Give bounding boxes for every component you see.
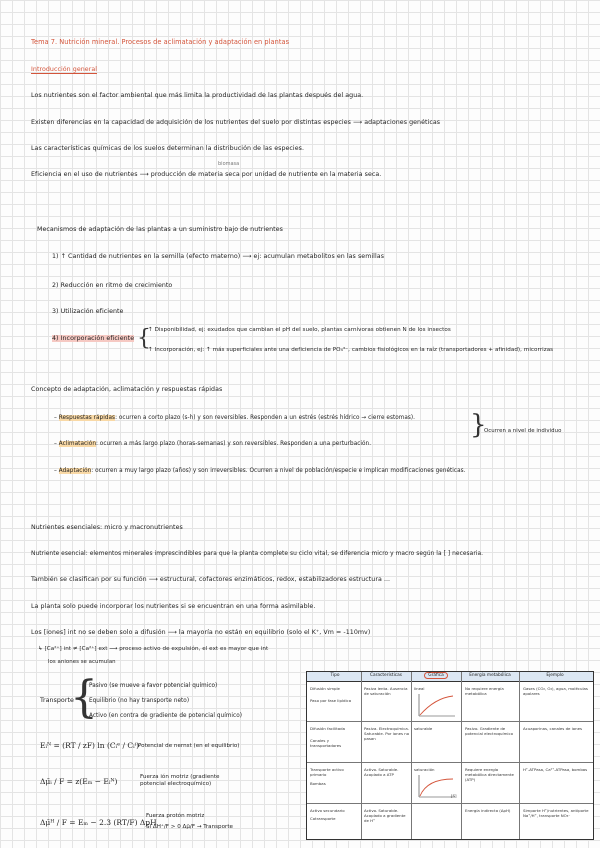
- concept-3-text: : ocurren a muy largo plazo (años) y son irreversibles. Ocurren a nivel de población/especie e implican modificaciones genéticas.: [91, 468, 466, 474]
- mechanism-1-text: 1) ↑ Cantidad de nutrientes en la semilla (efecto materno): [52, 253, 241, 260]
- equation-proton-motive: Δμ̄ᴴ / F = Eₘ − 2.3 (RT/F) ΔpH: [40, 818, 157, 827]
- table-cell-graf: lineal: [414, 686, 425, 691]
- arrow-icon: ⟶: [109, 646, 120, 652]
- intro-line-2-text: Existen diferencias en la capacidad de adquisición de los nutrientes del suelo por distintas especies: [31, 119, 351, 126]
- essential-line-6: los aniones se acumulan: [48, 659, 116, 665]
- essential-line-1: Nutriente esencial: elementos minerales imprescindibles para que la planta complete su ciclo vital, se diferencia micro y macro según la [ ] necesaria.: [31, 551, 484, 557]
- bracket-concepts: }: [470, 410, 487, 440]
- concept-heading: Concepto de adaptación, aclimatación y respuestas rápidas: [31, 386, 223, 393]
- arrow-icon: ⟶: [242, 253, 254, 260]
- transport-item-3: Activo (en contra de gradiente de potencial químico): [89, 713, 243, 719]
- table-header-cell: Tipo: [330, 673, 340, 678]
- page-title: Tema 7. Nutrición mineral. Procesos de aclimatación y adaptación en plantas: [31, 38, 290, 46]
- table-cell-energia: Requiere energía metabólica directamente (ATP): [465, 767, 514, 782]
- table-header-cell: [411, 673, 461, 678]
- essential-line-5-result: proceso activo de expulsión, el ext es mayor que int: [119, 646, 269, 652]
- table-header: [307, 672, 593, 682]
- table-row: [307, 763, 593, 804]
- table-cell-graf: saturación: [414, 767, 435, 772]
- table-cell-tipo: Difusión simple: [310, 686, 340, 691]
- transport-item-2: Equilibrio (no hay transporte neto): [89, 698, 190, 704]
- mechanisms-heading: Mecanismos de adaptación de las plantas a un suministro bajo de nutrientes: [37, 226, 283, 233]
- equation-nernst: Eᵢᴺ = (RT / zF) ln (Cᵢᵉ / Cᵢⁱ): [40, 741, 140, 750]
- table-cell-car: Activo. Saturable. Acoplado a ATP: [364, 767, 399, 777]
- mechanism-1-result: ej: acumulan metabolitos en las semillas: [253, 253, 385, 260]
- margin-note: biomasa: [218, 161, 240, 167]
- table-cell-car: Activo. Saturable. Acoplado a gradiente de H⁺: [364, 808, 406, 823]
- concept-1: – Respuestas rápidas: ocurren a corto plazo (s-h) y son reversibles. Responden a un estrés (estrés hídrico → cierre estomas).: [54, 415, 416, 421]
- concept-2-text: : ocurren a más largo plazo (horas-semanas) y son reversibles. Responden a una perturbación.: [95, 441, 372, 447]
- intro-result: adaptaciones genéticas: [364, 119, 441, 126]
- graph-header-label: Gráfica: [424, 672, 447, 679]
- intro-line-4: [31, 171, 381, 179]
- intro-line-3: Las características químicas de los suelos determinan la distribución de las especies.: [31, 145, 305, 152]
- intro-line-1: Los nutrientes son el factor ambiental que más limita la productividad de las plantas después del agua.: [31, 92, 364, 99]
- return-arrow-icon: ↳: [38, 646, 45, 652]
- table-row: [307, 722, 593, 763]
- essential-line-4-result: la mayoría no están en equilibrio (solo el K⁺, Vm = -110mv): [178, 629, 371, 636]
- arrow-icon: ⟶: [148, 576, 160, 583]
- arrow-icon: ⟶: [167, 629, 179, 636]
- equation-ion-motive: Δμ̄ᵢ / F = z(Eₘ − Eᵢᴺ): [40, 777, 118, 786]
- concept-3-term: Adaptación: [58, 468, 92, 474]
- graph-linear: [417, 692, 457, 718]
- table-cell-energia: No requiere energía metabólica: [465, 686, 504, 696]
- concept-1-term: Respuestas rápidas: [58, 415, 116, 421]
- table-row: [307, 804, 593, 838]
- essential-line-5-text: [Ca²⁺] int ≠ [Ca²⁺] ext: [44, 646, 108, 652]
- table-cell-sub: Bombas: [310, 781, 326, 786]
- concept-1-text: : ocurren a corto plazo (s-h) y son reversibles. Responden a un estrés (estrés hídrico → cierre estomas).: [115, 415, 416, 421]
- essential-line-4-text: Los [iones] int no se deben solo a difusión: [31, 629, 166, 636]
- essential-line-2: [31, 576, 390, 584]
- graph-axis-label: [S]: [451, 793, 457, 798]
- intro-heading: [31, 66, 97, 74]
- mechanism-4-branch-1: ↑ Disponibilidad, ej: exudados que cambian el pH del suelo, plantas carnívoras obtienen N de los insectos: [148, 327, 451, 333]
- intro-line-2: [31, 119, 440, 127]
- transport-item-1: Pasivo (se mueve a favor potencial químico): [89, 683, 218, 689]
- table-cell-sub: Canales y transportadores: [310, 738, 342, 748]
- concept-2-term: Aclimatación: [58, 441, 96, 447]
- arrow-icon: ⟶: [353, 119, 365, 126]
- table-cell-ejemplo: H⁺-ATPasa, Ca²⁺-ATPasa, bombas: [523, 767, 588, 772]
- equation-nernst-label: Potencial de nernst (en el equilibrio): [138, 743, 240, 749]
- table-header-cell: Energía metabólica: [469, 673, 511, 678]
- equation-ion-motive-label: Fuerza ión motriz (gradiente potencial electroquímico): [140, 774, 220, 787]
- mechanism-3: 3) Utilización eficiente: [52, 308, 124, 315]
- table-cell-energia: Pasivo. Gradiente de potencial electroquímico: [465, 726, 513, 736]
- concept-2: – Aclimatación: ocurren a más largo plazo (horas-semanas) y son reversibles. Responden a una perturbación.: [54, 441, 372, 447]
- arrow-icon: ⟶: [139, 171, 151, 178]
- mechanism-4: [52, 335, 134, 343]
- concept-3: – Adaptación: ocurren a muy largo plazo (años) y son irreversibles. Ocurren a nivel de población/especie e implican modificaciones genéticas.: [54, 468, 466, 474]
- table-cell-graf: saturable: [414, 726, 433, 731]
- table-cell-tipo: Transporte activo primario: [310, 767, 344, 777]
- table-cell-ejemplo: Simporte H⁺/nutrientes, antiporte Na⁺/H⁺, transporte NO₃⁻: [523, 808, 589, 818]
- brace-mechanism-4: {: [137, 326, 151, 351]
- intro-line-4-result: producción de materia seca por unidad de nutriente en la materia seca.: [150, 171, 382, 178]
- transport-table: [306, 671, 594, 840]
- table-cell-car: Pasiva lenta. Ausencia de saturación: [364, 686, 408, 696]
- transport-label: Transporte: [40, 697, 74, 704]
- mechanism-1: [52, 253, 384, 261]
- essential-line-5: [38, 645, 268, 653]
- intro-line-4-text: Eficiencia en el uso de nutrientes: [31, 171, 138, 178]
- essential-line-4: [31, 629, 370, 637]
- table-cell-sub: Cotransporte: [310, 816, 336, 821]
- table-cell-tipo: Difusión facilitada: [310, 726, 346, 731]
- essential-heading: Nutrientes esenciales: micro y macronutrientes: [31, 524, 183, 531]
- table-header-cell: Características: [369, 673, 403, 678]
- table-cell-tipo: Activo secundario: [310, 808, 345, 813]
- essential-line-2-text: También se clasifican por su función: [31, 576, 147, 583]
- table-cell-energia: Energía indirecta (ΔpH): [465, 808, 511, 813]
- table-header-cell: Ejemplo: [546, 673, 564, 678]
- essential-line-3: La planta solo puede incorporar los nutrientes si se encuentran en una forma asimilable.: [31, 603, 316, 610]
- table-row: [307, 682, 593, 722]
- intro-heading-text: Introducción general: [31, 66, 98, 73]
- equation-proton-motive-label: Fuerza protón motriz: [146, 813, 205, 819]
- mechanism-4-label: 4) Incorporación eficiente: [52, 335, 135, 342]
- concept-bracket-note: Ocurren a nivel de individuo: [484, 428, 562, 434]
- essential-line-2-result: estructural, cofactores enzimáticos, redox, estabilizadores estructura ...: [159, 576, 391, 583]
- brace-transport: {: [70, 672, 98, 723]
- table-cell-car: Pasiva. Electroquímica. Saturable. Por iones no pasan: [364, 726, 410, 741]
- mechanism-4-branch-2: ↑ Incorporación, ej: ↑ más superficiales ante una deficiencia de PO₄³⁻, cambios fisiológicos en la raíz (transportadores + afinidad), micorrizas: [148, 347, 554, 353]
- equation-proton-motive-sublabel: Si ΔH⁺/F > 0 Δμ̄/F → Transporte: [146, 824, 233, 830]
- table-cell-ejemplo: Gases (CO₂, O₂), agua, moléculas apolares: [523, 686, 588, 696]
- table-cell-ejemplo: Acuaporinas, canales de iones: [523, 726, 583, 731]
- mechanism-2: 2) Reducción en ritmo de crecimiento: [52, 282, 173, 289]
- table-cell-sub: Paso por fase lipídica: [310, 698, 352, 703]
